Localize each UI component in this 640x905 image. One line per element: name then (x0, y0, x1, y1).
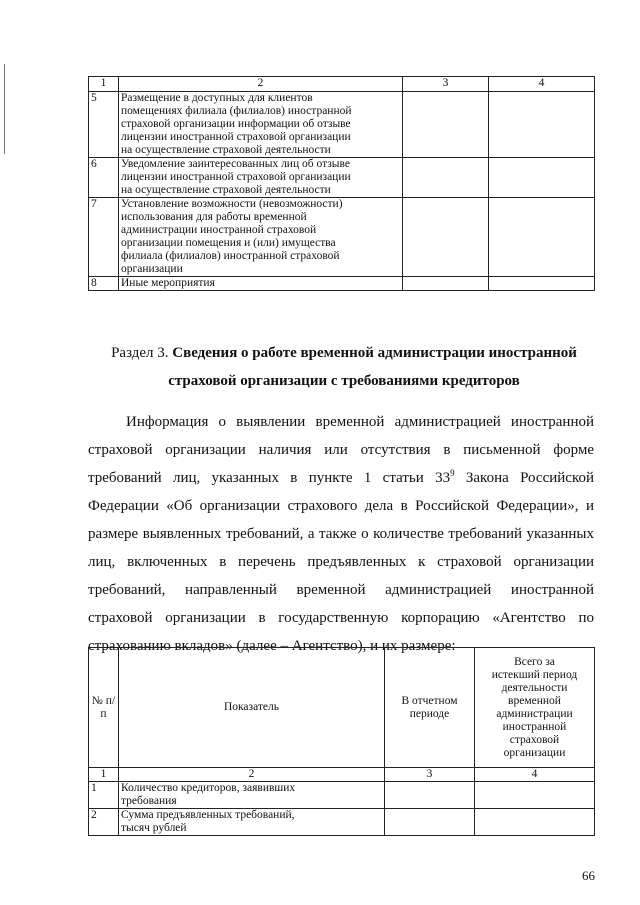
paragraph-line: требований лиц, указанных в пункте 1 статьи $33^9$ Закона Российской (88, 468, 595, 486)
section-title-bold: Сведения о работе временной администрации иностранной (172, 345, 577, 361)
header-cell: 3 (403, 77, 489, 92)
column-number-row (89, 768, 595, 782)
empty-cell (403, 92, 489, 158)
table-row (89, 782, 595, 809)
column-number: 4 (475, 768, 595, 782)
section-title-bold-2: страховой организации с требованиями кредиторов (168, 373, 520, 389)
paragraph-line: страховой организации в государственную корпорацию «Агентство по (88, 610, 594, 626)
section-prefix: Раздел 3. (111, 345, 169, 361)
row-number: 8 (89, 277, 119, 291)
table-header-row (89, 648, 595, 768)
section-title-line-2 (88, 367, 600, 395)
paragraph-line: Информация о выявлении временной администрацией иностранной (126, 414, 594, 430)
empty-cell (489, 198, 595, 277)
empty-cell (403, 158, 489, 198)
scan-margin-line (4, 64, 5, 154)
column-number: 2 (119, 768, 385, 782)
paragraph-line: страхованию вкладов» (далее – Агентство), и их размере: (88, 638, 456, 654)
header-cell: 1 (89, 77, 119, 92)
empty-cell (475, 809, 595, 836)
row-number: 7 (89, 198, 119, 277)
table-row (89, 198, 595, 277)
paragraph-line: требований, направленный временной администрацией иностранной (88, 582, 594, 598)
body-paragraph (88, 408, 594, 660)
empty-cell (385, 809, 475, 836)
column-number: 3 (385, 768, 475, 782)
paragraph-line: Федерации «Об организации страхового дела в Российской Федерации», и (88, 498, 594, 514)
table-row (89, 92, 595, 158)
table-row (89, 809, 595, 836)
header-period: В отчетном периоде (385, 648, 475, 768)
paragraph-line: размере выявленных требований, а также о количестве требований указанных (88, 526, 594, 542)
table-header-row (89, 77, 595, 92)
header-total: Всего за истекший период деятельности временной администрации иностранной страховой организации (475, 648, 595, 768)
header-indicator: Показатель (119, 648, 385, 768)
table-row (89, 277, 595, 291)
paragraph-line: страховой организации наличия или отсутствия в письменной форме (88, 442, 594, 458)
empty-cell (489, 158, 595, 198)
activities-table (88, 76, 595, 291)
creditors-table (88, 647, 595, 836)
header-number: № п/п (89, 648, 119, 768)
row-text: Установление возможности (невозможности) использования для работы временной администрации иностранной страховой организации помещения и (или) имущества филиала (филиалов) иностранной страховой организации (119, 198, 403, 277)
page-number: 66 (582, 868, 595, 883)
header-cell: 4 (489, 77, 595, 92)
row-number: 6 (89, 158, 119, 198)
empty-cell (489, 92, 595, 158)
empty-cell (489, 277, 595, 291)
superscript: 9 (450, 468, 455, 478)
empty-cell (385, 782, 475, 809)
header-cell: 2 (119, 77, 403, 92)
row-number: 5 (89, 92, 119, 158)
empty-cell (403, 277, 489, 291)
empty-cell (475, 782, 595, 809)
row-text: Иные мероприятия (119, 277, 403, 291)
table-row (89, 158, 595, 198)
row-text: Сумма предъявленных требований, тысяч рублей (119, 809, 385, 836)
row-text: Уведомление заинтересованных лиц об отзыве лицензии иностранной страховой организации на осуществление страховой деятельности (119, 158, 403, 198)
section-title-line-1 (88, 339, 600, 367)
row-number: 1 (89, 782, 119, 809)
paragraph-line: лиц, включенных в перечень предъявленных к страховой организации (88, 554, 594, 570)
row-number: 2 (89, 809, 119, 836)
row-text: Размещение в доступных для клиентов помещениях филиала (филиалов) иностранной страховой организации информации об отзыве лицензии иностранной страховой организации на осуществление страховой деятельности (119, 92, 403, 158)
column-number: 1 (89, 768, 119, 782)
empty-cell (403, 198, 489, 277)
row-text: Количество кредиторов, заявивших требования (119, 782, 385, 809)
